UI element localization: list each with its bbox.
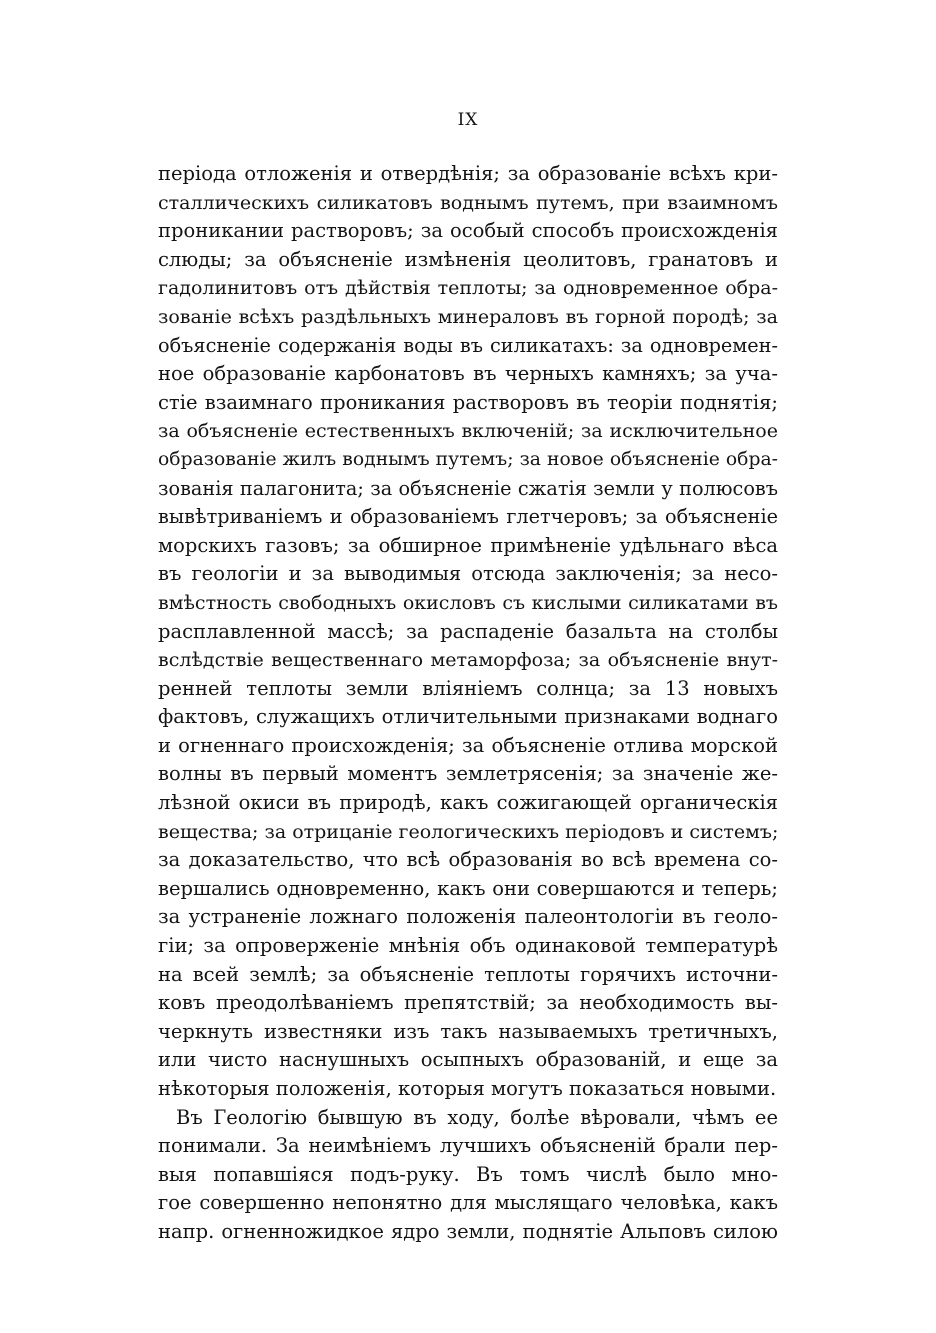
text-line: за доказательство, что всѣ образованія во всѣ времена со- xyxy=(158,848,778,872)
text-line: лѣзной окиси въ природѣ, какъ сожигающей органическія xyxy=(158,791,778,815)
page-number: IX xyxy=(457,110,479,130)
text-line: вслѣдствіе вещественнаго метаморфоза; за объясненіе внут- xyxy=(158,649,778,672)
text-line: на всей землѣ; за объясненіе теплоты горячихъ источни- xyxy=(158,962,778,986)
text-line: объясненіе содержанія воды въ силикатахъ: за одновремен- xyxy=(158,333,778,357)
text-line: ковъ преодолѣваніемъ препятствій; за необходимость вы- xyxy=(158,991,778,1015)
text-line: гое совершенно непонятно для мыслящаго человѣка, какъ xyxy=(158,1191,778,1215)
text-line: сталлическихъ силикатовъ воднымъ путемъ, при взаимномъ xyxy=(158,191,778,214)
text-line: за устраненіе ложнаго положенія палеонтологіи въ геоло- xyxy=(158,905,778,929)
text-line: слюды; за объясненіе измѣненія цеолитовъ, гранатовъ и xyxy=(158,247,778,271)
text-line: или чисто наснушныхъ осыпныхъ образованій, и еще за xyxy=(158,1048,778,1072)
text-line: періода отложенія и отвердѣнія; за образованіе всѣхъ кри- xyxy=(158,162,778,185)
text-line: проникании растворовъ; за особый способъ происхожденія xyxy=(158,219,778,243)
body-text xyxy=(158,160,778,1247)
paragraph-2 xyxy=(158,1104,778,1247)
text-line: ренней теплоты земли вліяніемъ солнца; за 13 новыхъ xyxy=(158,676,778,700)
text-line: за объясненіе естественныхъ включеній; за исключительное xyxy=(158,420,778,443)
text-line: зованіе всѣхъ раздѣльныхъ минераловъ въ горной породѣ; за xyxy=(158,305,778,328)
text-line: Въ Геологію бывшую въ ходу, болѣе вѣровали, чѣмъ ее xyxy=(176,1105,778,1129)
text-line: и огненнаго происхожденія; за объясненіе отлива морской xyxy=(158,733,778,757)
text-line: понимали. За неимѣніемъ лучшихъ объясненій брали пер- xyxy=(158,1134,778,1158)
text-line: расплавленной массѣ; за распаденіе базальта на столбы xyxy=(158,619,778,643)
text-line: стіе взаимнаго проникания растворовъ въ теоріи поднятія; xyxy=(158,390,778,414)
text-line: напр. огненножидкое ядро земли, поднятіе Альповъ силою xyxy=(158,1219,778,1243)
paragraph-1 xyxy=(158,160,778,1104)
text-line: черкнуть известняки изъ такъ называемыхъ третичныхъ, xyxy=(158,1019,778,1043)
text-line: вершались одновременно, какъ они совершаются и теперь; xyxy=(158,876,778,900)
text-line: въ геологіи и за выводимыя отсюда заключенія; за несо- xyxy=(158,562,778,586)
text-line: гіи; за опроверженіе мнѣнія объ одинаковой температурѣ xyxy=(158,934,778,958)
text-line: вмѣстность свободныхъ окисловъ съ кислыми силикатами въ xyxy=(158,591,778,614)
text-line: волны въ первый моментъ землетрясенія; за значеніе же- xyxy=(158,762,778,786)
text-line: выя попавшіяся подъ-руку. Въ томъ числѣ было мно- xyxy=(158,1162,778,1186)
text-line: морскихъ газовъ; за обширное примѣненіе удѣльнаго вѣса xyxy=(158,533,778,557)
text-line: вещества; за отрицаніе геологическихъ періодовъ и системъ; xyxy=(158,820,779,843)
text-line: вывѣтриваніемъ и образованіемъ глетчеровъ; за объясненіе xyxy=(158,505,778,529)
text-line: зованія палагонита; за объясненіе сжатія земли у полюсовъ xyxy=(158,476,778,500)
text-line: фактовъ, служащихъ отличительными признаками воднаго xyxy=(158,705,778,729)
text-line: нѣкоторыя положенія, которыя могутъ показаться новыми. xyxy=(158,1077,777,1100)
text-line: гадолинитовъ отъ дѣйствія теплоты; за одновременное обра- xyxy=(158,277,778,300)
text-line: ное образованіе карбонатовъ въ черныхъ камняхъ; за уча- xyxy=(158,362,778,386)
text-line: образованіе жилъ воднымъ путемъ; за новое объясненіе обра- xyxy=(158,448,778,470)
